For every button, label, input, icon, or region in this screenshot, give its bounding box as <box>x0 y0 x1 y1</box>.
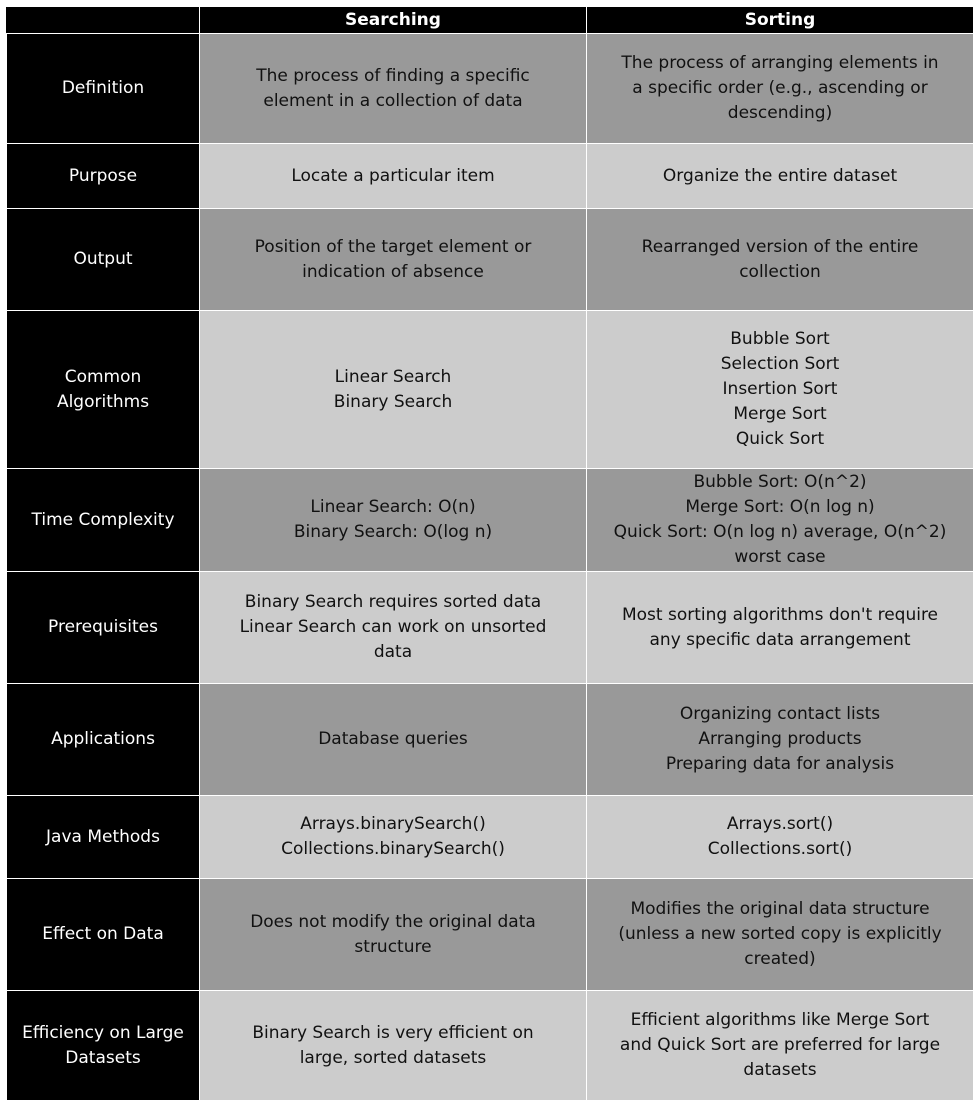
sorting-cell: Bubble Sort: O(n^2) Merge Sort: O(n log n) Quick Sort: O(n log n) average, O(n^2) worst case <box>587 469 974 572</box>
header-corner-cell <box>7 7 200 34</box>
searching-cell: Linear Search: O(n) Binary Search: O(log n) <box>200 469 587 572</box>
sorting-cell: Modifies the original data structure (unless a new sorted copy is explicitly created) <box>587 879 974 991</box>
table-row <box>7 879 974 991</box>
row-label-efficiency-on-large-datasets: Efficiency on Large Datasets <box>7 991 200 1101</box>
row-label-output: Output <box>7 209 200 311</box>
table-row <box>7 469 974 572</box>
header-searching: Searching <box>200 7 587 34</box>
sorting-cell: Most sorting algorithms don't require any specific data arrangement <box>587 572 974 684</box>
searching-cell: The process of finding a specific element in a collection of data <box>200 34 587 144</box>
searching-cell: Binary Search is very efficient on large, sorted datasets <box>200 991 587 1101</box>
sorting-cell: Rearranged version of the entire collection <box>587 209 974 311</box>
table-row <box>7 209 974 311</box>
row-label-java-methods: Java Methods <box>7 796 200 879</box>
sorting-cell: Organize the entire dataset <box>587 144 974 209</box>
searching-cell: Database queries <box>200 684 587 796</box>
row-label-purpose: Purpose <box>7 144 200 209</box>
searching-cell: Linear Search Binary Search <box>200 311 587 469</box>
searching-cell: Binary Search requires sorted data Linear Search can work on unsorted data <box>200 572 587 684</box>
table-header <box>7 7 974 34</box>
sorting-cell: Arrays.sort() Collections.sort() <box>587 796 974 879</box>
sorting-cell: Efficient algorithms like Merge Sort and Quick Sort are preferred for large datasets <box>587 991 974 1101</box>
table-row <box>7 34 974 144</box>
row-label-applications: Applications <box>7 684 200 796</box>
header-sorting: Sorting <box>587 7 974 34</box>
header-row <box>7 7 974 34</box>
table-body <box>7 34 974 1101</box>
row-label-prerequisites: Prerequisites <box>7 572 200 684</box>
row-label-definition: Definition <box>7 34 200 144</box>
table-row <box>7 311 974 469</box>
sorting-cell: Bubble Sort Selection Sort Insertion Sort Merge Sort Quick Sort <box>587 311 974 469</box>
searching-cell: Does not modify the original data structure <box>200 879 587 991</box>
table-row <box>7 572 974 684</box>
table-row <box>7 684 974 796</box>
searching-cell: Locate a particular item <box>200 144 587 209</box>
row-label-common-algorithms: Common Algorithms <box>7 311 200 469</box>
comparison-table <box>6 6 974 1101</box>
searching-cell: Position of the target element or indication of absence <box>200 209 587 311</box>
table-row <box>7 991 974 1101</box>
table-row <box>7 144 974 209</box>
row-label-effect-on-data: Effect on Data <box>7 879 200 991</box>
table-row <box>7 796 974 879</box>
searching-cell: Arrays.binarySearch() Collections.binarySearch() <box>200 796 587 879</box>
sorting-cell: The process of arranging elements in a specific order (e.g., ascending or descending) <box>587 34 974 144</box>
row-label-time-complexity: Time Complexity <box>7 469 200 572</box>
sorting-cell: Organizing contact lists Arranging products Preparing data for analysis <box>587 684 974 796</box>
